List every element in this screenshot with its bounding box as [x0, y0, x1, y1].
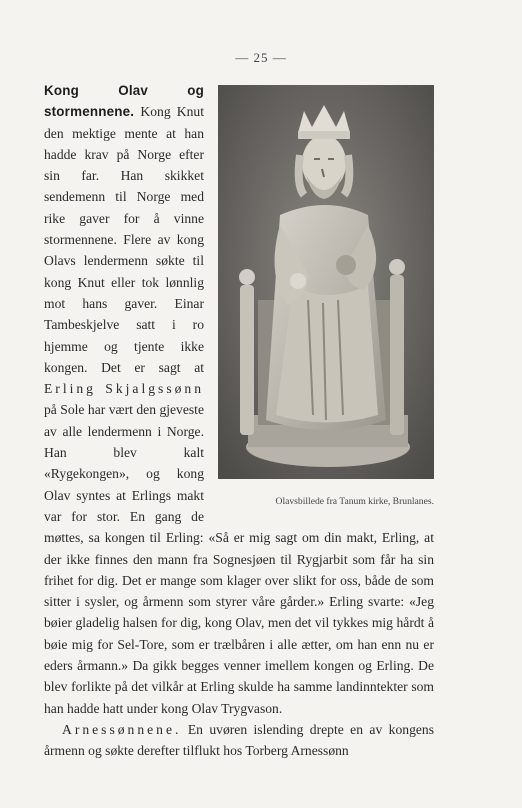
figure-caption: Olavsbillede fra Tanum kirke, Brunlanes.	[275, 496, 434, 507]
paragraph-2-lead: Arnessønnene.	[62, 721, 182, 737]
paragraph-2	[44, 719, 434, 762]
page-number: — 25 —	[235, 50, 287, 65]
paragraph-1-intro: Kong Knut den mektige mente at han hadde krav på Norge efter sin far. Han skikket sendemenn til Norge med rike gaver for å vinne stormennene. Flere av kong Olavs lendermenn søkte til kong Knut eller tok lønnlig mot hans gaver. Einar Tambeskjelve satt i ro hjemme og tjente ikke kongen. Det er sagt at	[44, 104, 204, 375]
article-body	[44, 80, 434, 762]
paragraph-2-text: En uvøren islending drepte en av kongens årmenn og søkte derefter tilflukt hos Torberg Arnessønn	[44, 721, 434, 759]
erling-name: Erling Skjalgssønn	[44, 381, 204, 397]
statue-illustration	[218, 85, 434, 479]
paragraph-1	[44, 80, 434, 719]
paragraph-1-body: på Sole har vært den gjeveste av alle lendermenn i Norge. Han blev kalt «Rygekongen», og kong Olav syntes at Erlings makt var for stor. En gang de møttes, sa kongen til Erling: «Så er mig sagt om din makt, Erling, at der ikke finnes den mann fra Sognesjøen til Rygjarbit som får ha sin frihet for dig. Det er mange som klager over slikt for oss, både de som sitter i sysler, og årmenn som styrer våre gårder.» Erling svarte: «Jeg bøier gladelig halsen for dig, kong Olav, men det vil tykkes mig hårdt å bøie mig for Sel-Tore, som er trælbåren i alle ætter, om han enn nu er eders årmann.» Da gikk begges venner imellem kongen og Erling. De blev forlikte på det vilkår at Erling skulde ha samme landinntekter som han hadde hatt under kong Olav Trygvason.	[44, 402, 434, 716]
statue-photo	[218, 85, 434, 479]
section-heading: Kong Olav og stormennene.	[44, 83, 204, 120]
figure	[214, 85, 434, 521]
